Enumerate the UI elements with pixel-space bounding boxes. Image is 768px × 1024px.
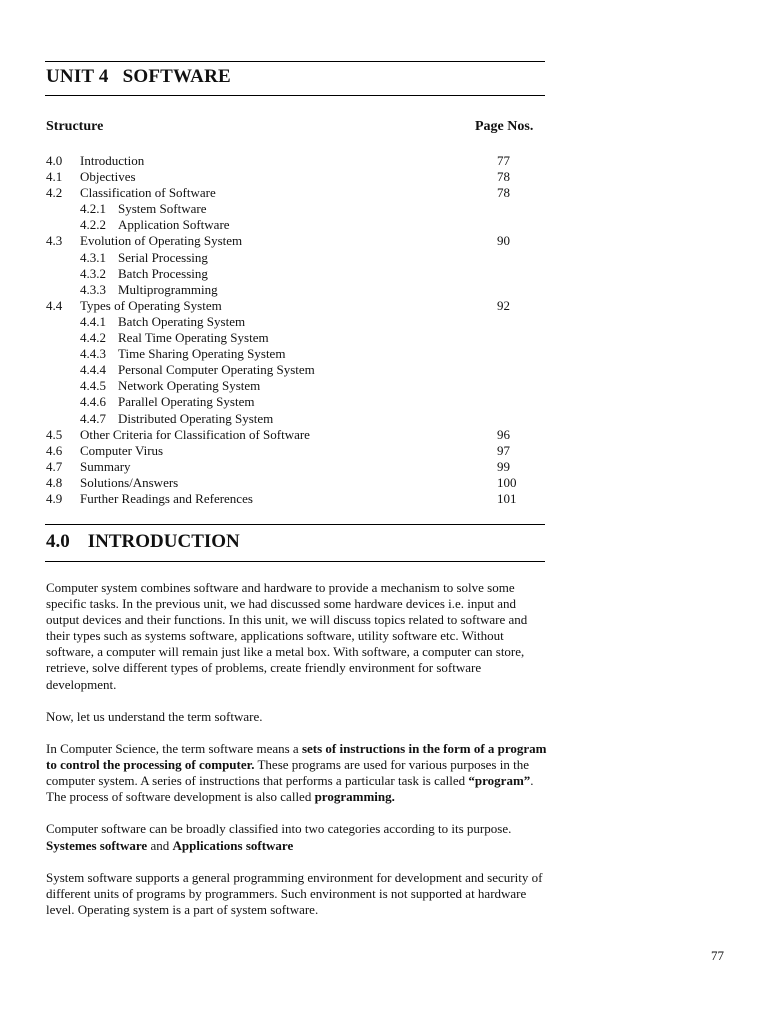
section-name: INTRODUCTION [87, 531, 240, 552]
toc-row [46, 330, 526, 346]
toc-row [46, 298, 526, 314]
unit-name: SOFTWARE [122, 66, 231, 87]
section-number: 4.0 [46, 531, 70, 552]
toc-title: Distributed Operating System [118, 410, 274, 426]
bold-text: programming. [314, 789, 395, 805]
toc-number: 4.8 [46, 474, 63, 490]
toc-title: Summary [80, 458, 131, 474]
toc-number: 4.9 [46, 490, 63, 506]
unit-title-rule [45, 95, 545, 96]
toc-title: Personal Computer Operating System [118, 362, 315, 378]
toc-number: 4.2.2 [80, 217, 106, 233]
toc-page: 78 [497, 185, 510, 201]
toc-number: 4.4.4 [80, 362, 106, 378]
unit-title [46, 66, 231, 88]
toc-page: 78 [497, 169, 510, 185]
toc-title: Classification of Software [80, 185, 216, 201]
toc-row [46, 378, 526, 394]
toc-row [46, 411, 526, 427]
toc-title: Other Criteria for Classification of Software [80, 426, 310, 442]
intro-paragraph [46, 580, 550, 693]
toc-title: Objectives [80, 169, 136, 185]
toc-row [46, 266, 526, 282]
toc-title: Parallel Operating System [118, 394, 255, 410]
toc-number: 4.1 [46, 169, 63, 185]
toc-title: Computer Virus [80, 442, 164, 458]
toc-title: Evolution of Operating System [80, 233, 243, 249]
toc-row [46, 250, 526, 266]
text-run: and [147, 837, 173, 853]
toc-title: Batch Processing [118, 265, 208, 281]
text-run: These programs are used for various purposes in the computer system. A series of instructions that performs a particular task is called [46, 757, 529, 789]
system-software-paragraph [46, 870, 550, 918]
section-title [46, 531, 240, 553]
toc-title: Further Readings and References [80, 490, 253, 506]
toc-number: 4.2.1 [80, 201, 106, 217]
bold-text: sets of instructions in the form of a program to control the processing of computer. [46, 740, 547, 773]
toc-row [46, 346, 526, 362]
toc-number: 4.0 [46, 153, 63, 168]
bold-text: Systemes software [46, 837, 148, 853]
toc-row [46, 491, 526, 507]
toc-row [46, 282, 526, 298]
text-run: In Computer Science, the term software means a [46, 740, 302, 756]
toc-page: 96 [497, 426, 510, 442]
toc-row [46, 233, 526, 249]
toc-row [46, 394, 526, 410]
toc-title: Multiprogramming [118, 281, 218, 297]
toc-number: 4.4.3 [80, 346, 106, 362]
toc-number: 4.4.7 [80, 410, 106, 426]
text-run: System software supports a general programming environment for development and security of different units of programs by programmers. Such environment is not supported at hardware level. Operating system is a part of system software. [46, 869, 543, 917]
text-run: Computer software can be broadly classified into two categories according to its purpose. [46, 821, 512, 837]
toc-title: Serial Processing [118, 249, 208, 265]
toc-page: 77 [497, 153, 510, 168]
toc-number: 4.6 [46, 442, 63, 458]
toc-row [46, 427, 526, 443]
toc-title: Time Sharing Operating System [118, 346, 286, 362]
toc-number: 4.3.1 [80, 249, 106, 265]
toc-number: 4.5 [46, 426, 63, 442]
toc-page: 90 [497, 233, 510, 249]
toc-row [46, 185, 526, 201]
toc-title: Real Time Operating System [118, 330, 269, 346]
toc-page: 101 [497, 490, 517, 506]
unit-number: UNIT 4 [46, 66, 109, 87]
text-run: Computer system combines software and hardware to provide a mechanism to solve some specific tasks. In the previous unit, we had discussed some hardware devices i.e. input and output devices and their functions. In this unit, we will discuss topics related to software and their types such as systems software, applications software, utility software etc. Without software, a computer will remain just like a metal box. With software, a computer can store, retrieve, solve different types of problems, create friendly environment for software development. [46, 580, 528, 692]
categories-paragraph [46, 821, 550, 853]
toc-title: Application Software [118, 217, 230, 233]
toc-title: Batch Operating System [118, 313, 246, 329]
toc-title: Introduction [80, 153, 145, 168]
toc-page: 99 [497, 458, 510, 474]
toc-number: 4.3.2 [80, 265, 106, 281]
page-number: 77 [711, 948, 724, 963]
toc-row [46, 153, 526, 169]
toc-title: System Software [118, 201, 207, 217]
section-top-rule [45, 524, 545, 525]
toc-row [46, 314, 526, 330]
bold-text: “program” [468, 773, 531, 789]
text-run: Now, let us understand the term software. [46, 708, 263, 724]
toc-row [46, 169, 526, 185]
toc-number: 4.4 [46, 297, 63, 313]
toc-number: 4.4.1 [80, 313, 106, 329]
toc-title: Network Operating System [118, 378, 261, 394]
structure-heading: Structure [46, 119, 104, 134]
toc-number: 4.3.3 [80, 281, 106, 297]
toc-number: 4.4.2 [80, 330, 106, 346]
toc-row [46, 459, 526, 475]
toc-row [46, 362, 526, 378]
toc-number: 4.7 [46, 458, 63, 474]
page-nos-heading: Page Nos. [475, 119, 534, 134]
toc-number: 4.3 [46, 233, 63, 249]
section-bottom-rule [45, 561, 545, 562]
toc-page: 92 [497, 297, 510, 313]
toc-number: 4.4.5 [80, 378, 106, 394]
understand-paragraph [46, 709, 550, 725]
toc-page: 100 [497, 474, 517, 490]
toc-page: 97 [497, 442, 510, 458]
bold-text: Applications software [172, 837, 294, 853]
toc-number: 4.2 [46, 185, 63, 201]
toc-row [46, 475, 526, 491]
top-rule [45, 61, 545, 62]
toc-title: Types of Operating System [80, 297, 222, 313]
toc-row [46, 217, 526, 233]
text-run: . The process of software development is also called [46, 773, 534, 805]
toc-row [46, 201, 526, 217]
toc-row [46, 443, 526, 459]
table-of-contents [46, 153, 526, 507]
toc-title: Solutions/Answers [80, 474, 179, 490]
body-text [46, 580, 550, 934]
toc-number: 4.4.6 [80, 394, 106, 410]
definition-paragraph [46, 741, 550, 805]
